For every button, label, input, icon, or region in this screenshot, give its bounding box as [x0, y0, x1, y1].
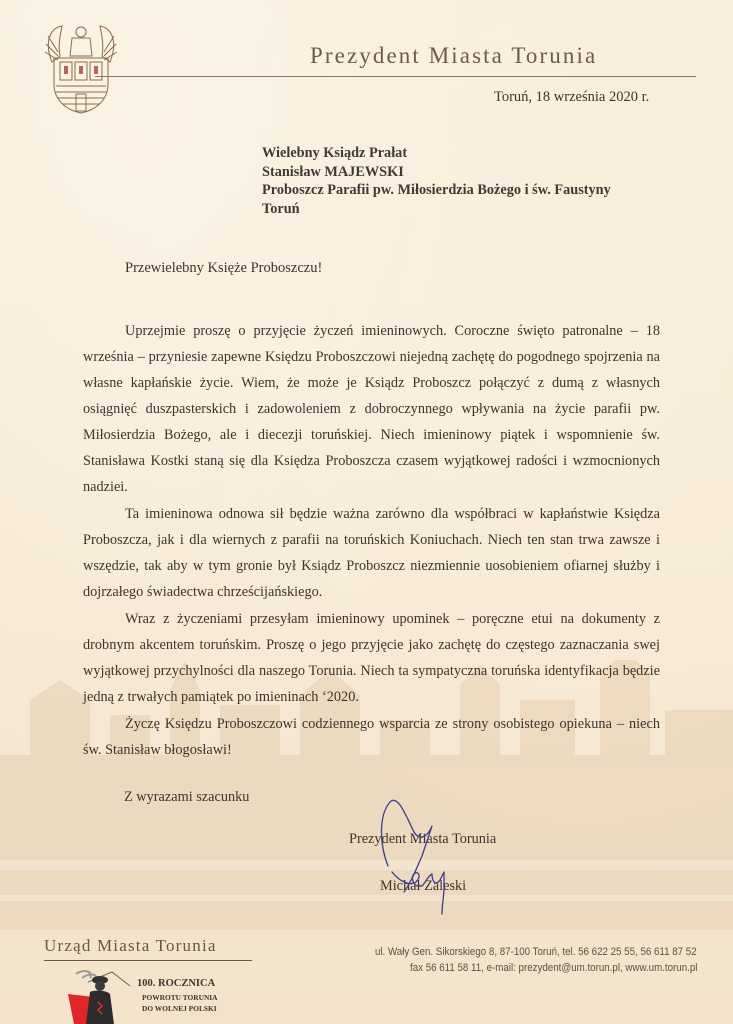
contact-fax-email-web: fax 56 611 58 11, e-mail: prezydent@um.torun.pl, www.um.torun.pl	[409, 962, 697, 974]
addressee-line: Stanisław MAJEWSKI	[262, 163, 404, 180]
torun-coat-of-arms-angel-icon	[42, 22, 120, 114]
letterhead-divider	[95, 76, 696, 77]
handwritten-signature	[370, 796, 475, 916]
letterhead-title: Prezydent Miasta Torunia	[310, 43, 598, 68]
office-name: Urząd Miasta Torunia	[44, 936, 217, 955]
contact-address-phone: ul. Wały Gen. Sikorskiego 8, 87-100 Toruń, tel. 56 622 25 55, 56 611 87 52	[375, 946, 697, 958]
footer-divider	[44, 960, 252, 961]
addressee-line: Toruń	[262, 200, 300, 217]
anniversary-line: POWROTU TORUNIA	[142, 993, 218, 1002]
body-paragraph: Uprzejmie proszę o przyjęcie życzeń imieninowych. Coroczne święto patronalne – 18 września – przyniesie zapewne Księdzu Proboszczowi niejedną zachętę do pogodnego spojrzenia na własne kapłańskie życie. Wiem, że może je Ksiądz Proboszcz połączyć z dumą z własnych osiągnięć duszpasterskich i zadowoleniem z dobroczynnego wpływania na życie parafii pw. Miłosierdzia Bożego, ale i diecezji toruńskiej. Niech imieninowy piątek i wspomnienie św. Stanisława Kostki staną się dla Księdza Proboszcza czasem wyjątkowej radości i wzmocnionych nadziei.	[83, 323, 660, 495]
body-paragraph: Życzę Księdzu Proboszczowi codziennego wsparcia ze strony osobistego opiekuna – niech św. Stanisław błogosławi!	[83, 716, 660, 758]
signatory-name: Michał Zaleski	[380, 878, 467, 894]
addressee-line: Proboszcz Parafii pw. Miłosierdzia Bożego i św. Faustyny	[262, 182, 611, 198]
anniversary-line: 100. ROCZNICA	[137, 978, 216, 989]
salutation: Przewielebny Księże Proboszczu!	[125, 260, 323, 276]
addressee-line: Wielebny Ksiądz Prałat	[262, 145, 408, 161]
letter-date: Toruń, 18 września 2020 r.	[494, 89, 650, 105]
body-paragraph: Ta imieninowa odnowa sił będzie ważna zarówno dla współbraci w kapłaństwie Księdza Proboszcza, jak i dla wiernych z parafii na toruńskich Koniuchach. Niech ten stan trwa zawsze i wszędzie, tak aby w tym gronie był Ksiądz Proboszcz niezmiennie uosobieniem ofiarnej służby i dojrzałego świadectwa chrześcijańskiego.	[83, 506, 660, 600]
closing-phrase: Z wyrazami szacunku	[124, 789, 250, 805]
signatory-title: Prezydent Miasta Torunia	[349, 831, 497, 847]
addressee-block	[262, 144, 611, 218]
anniversary-line: DO WOLNEJ POLSKI	[142, 1004, 217, 1013]
anniversary-emblem-icon	[68, 964, 134, 1024]
body-paragraph: Wraz z życzeniami przesyłam imieninowy upominek – poręczne etui na dokumenty z drobnym akcentem toruńskim. Proszę o jego przyjęcie jako zachętę do częstego zaznaczania swej wyjątkowej przychylności dla naszego Torunia. Niech ta sympatyczna toruńska identyfikacja będzie jedną z trwałych pamiątek po imieninach ‘2020.	[83, 611, 660, 705]
